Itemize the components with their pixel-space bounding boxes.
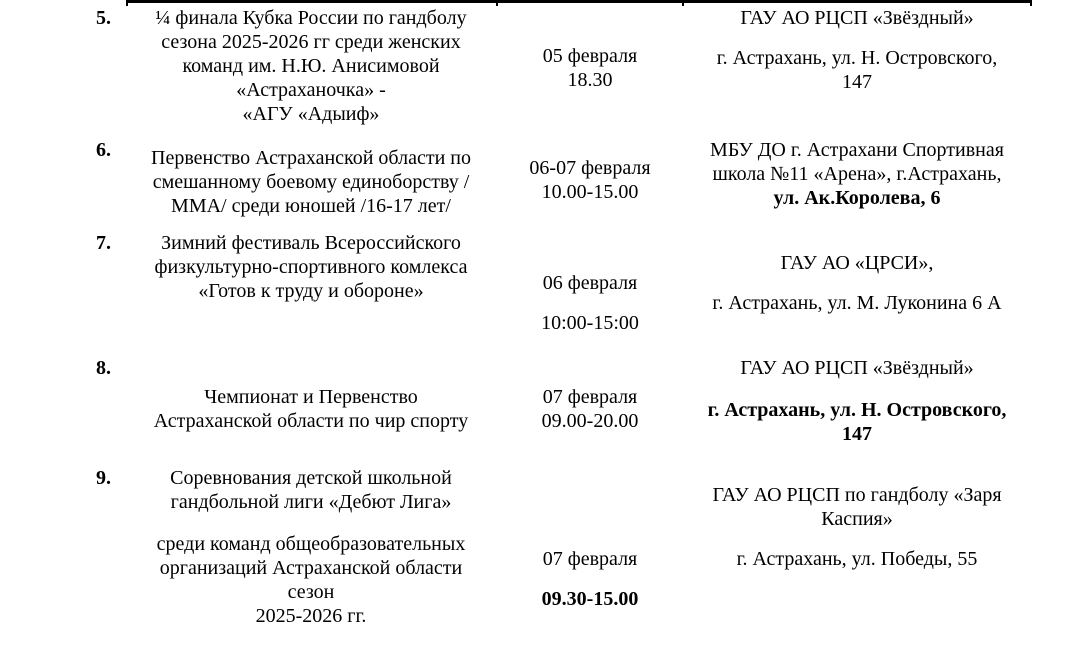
event-date: 07 февраля 09.00-20.00 — [541, 386, 639, 432]
event-place: ГАУ АО РЦСП по гандболу «Заря Каспия» г. Астрахань, ул. Победы, 55 — [712, 484, 1002, 570]
event-name: Чемпионат и Первенство Астраханской области по чир спорту — [153, 386, 469, 432]
event-place: ГАУ АО РЦСП «Звёздный» г. Астрахань, ул. Н. Островского, 147 — [716, 7, 998, 93]
row-number: 7. — [96, 232, 111, 254]
event-date: 06-07 февраля 10.00-15.00 — [529, 157, 651, 203]
row-number: 5. — [96, 7, 111, 29]
row-number: 6. — [96, 139, 111, 161]
row-number: 8. — [96, 357, 111, 379]
event-name: Первенство Астраханской области по смешанному боевому единоборству / ММА/ среди юношей /16-17 лет/ — [151, 147, 471, 217]
event-name: ¼ финала Кубка России по гандболу сезона 2025-2026 гг среди женских команд им. Н.Ю. Анисимовой «Астраханочка» - «АГУ «Адыиф» — [155, 7, 467, 125]
event-name: Соревнования детской школьной гандбольной лиги «Дебют Лига» среди команд общеобразовательных организаций Астраханской области сезон 2025-2026 гг. — [156, 467, 466, 627]
table-column-divider — [496, 0, 498, 6]
row-number: 9. — [96, 467, 111, 489]
table-top-border — [126, 0, 1032, 3]
event-place: ГАУ АО РЦСП «Звёздный» г. Астрахань, ул. Н. Островского, 147 — [707, 357, 1007, 445]
event-date: 07 февраля 09.30-15.00 — [541, 548, 639, 610]
table-column-divider — [1030, 0, 1032, 6]
event-date: 05 февраля 18.30 — [542, 45, 638, 91]
event-date: 06 февраля 10:00-15:00 — [541, 272, 639, 334]
event-name: Зимний фестиваль Всероссийского физкультурно-спортивного комлекса «Готов к труду и обороне» — [154, 232, 468, 302]
event-place: ГАУ АО «ЦРСИ», г. Астрахань, ул. М. Луконина 6 А — [712, 252, 1002, 314]
event-place: МБУ ДО г. Астрахани Спортивная школа №11 «Арена», г.Астрахань, ул. Ак.Королева, 6 — [710, 139, 1004, 209]
